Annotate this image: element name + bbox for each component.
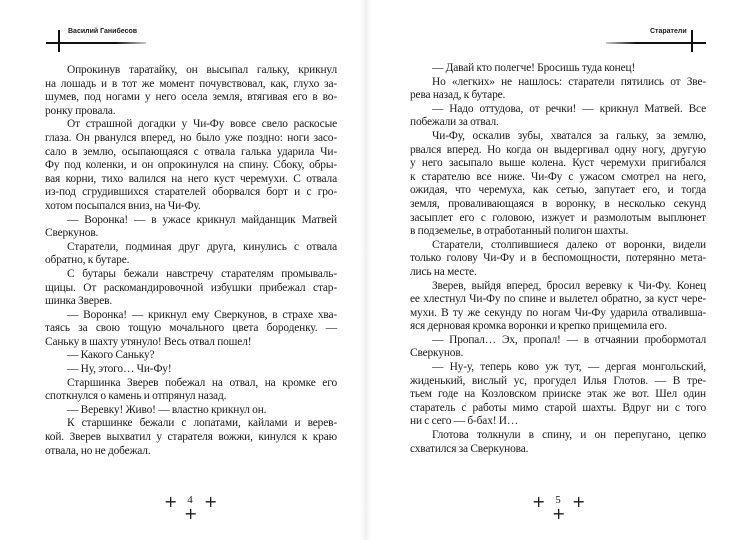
text-line: к старателю все ниже. Чи-Фу с ужасом смотрел на него, xyxy=(410,170,706,183)
text-line: из-под сгрудившихся старателей оборвался борт и с гро- xyxy=(45,186,337,199)
text-line: Чи-Фу, оскалив зубы, хватался за гальку, за землю, xyxy=(432,129,706,142)
paragraph xyxy=(45,363,337,377)
text-line: — Ну-у, теперь ково уж тут, — дергая монгольский, xyxy=(432,361,706,374)
text-line: хотом посыпался вниз, на Чи-Фу. xyxy=(45,199,201,212)
header-rule xyxy=(46,42,146,44)
text-line: Глотова толкнули в спину, и он перепугано, цепко xyxy=(432,429,706,442)
text-line: От страшной догадки у Чи-Фу вовсе свело раскосые xyxy=(67,118,337,131)
paragraph xyxy=(410,361,706,429)
paragraph xyxy=(45,268,337,309)
text-line: ронку провала. xyxy=(45,104,116,117)
star-ornament-icon: + xyxy=(532,492,546,511)
text-line: тьем годе на Козловском прииске этак же вот. Шел один xyxy=(410,388,706,401)
text-line: — Надо оттудова, от речки! — крикнул Матвей. Все xyxy=(432,102,706,115)
paragraph xyxy=(410,239,706,280)
text-line: на лошадь и в тот же момент почувствовал, как, глухо за- xyxy=(45,77,337,90)
paragraph xyxy=(45,417,337,458)
text-line: засыплет его с головою, изжует и размолотым выплюнет xyxy=(410,211,706,224)
paragraph xyxy=(410,280,706,334)
star-ornament-icon: + xyxy=(572,492,586,511)
running-head-title: Старатели xyxy=(650,28,687,35)
text-line: рева назад, к бутаре. xyxy=(410,89,506,102)
text-line: С бутары бежали навстречу старателям промываль- xyxy=(67,267,337,280)
text-line: Старатели, столпившиеся далеко от воронки, видели xyxy=(432,238,706,251)
running-head-author: Василий Ганибесов xyxy=(68,28,138,35)
text-line: — Воронка! — в ужасе крикнул майданщик Матвей xyxy=(67,213,337,226)
page-number-value: 5 xyxy=(555,494,561,506)
paragraph xyxy=(45,377,337,404)
text-line: шинка Зверев. xyxy=(45,295,113,308)
star-ornament-icon: + xyxy=(204,492,218,511)
text-line: яся дерновая кромка воронки и крепко прищемила его. xyxy=(410,320,667,333)
paragraph xyxy=(410,62,706,76)
star-ornament-icon: + xyxy=(164,492,178,511)
paragraph xyxy=(45,404,337,418)
text-line: вая корни, тихо валился на него куст черемухи. С отвала xyxy=(45,172,337,185)
text-line: Старшинка Зверев побежал на отвал, на кромке его xyxy=(67,376,337,389)
text-line: — Веревку! Живо! — властно крикнул он. xyxy=(67,403,267,416)
header-ornament xyxy=(58,30,60,52)
paragraph xyxy=(410,429,706,456)
text-line: ожидая, что черемуха, как сетью, запутает его, и тогда xyxy=(410,184,706,197)
text-line: ни с сего — б-бах! И… xyxy=(410,415,519,428)
text-line: Сверкунов. xyxy=(45,227,99,240)
page-number-value: 4 xyxy=(187,494,193,506)
text-line: ее хлестнул Чи-Фу по спине и вылетел обратно, за куст чере- xyxy=(410,293,706,306)
paragraph xyxy=(410,76,706,103)
text-line: старатель с работы мимо старой шахты. Вдруг ни с того xyxy=(410,401,706,414)
text-line: К старшинке бежали с лопатами, кайлами и верев- xyxy=(67,417,337,430)
body-text xyxy=(45,64,337,458)
paragraph xyxy=(45,64,337,118)
right-page xyxy=(366,0,733,540)
paragraph xyxy=(45,241,337,268)
text-line: таясь за свою тощую мочального цвета бороденку. — xyxy=(45,322,337,335)
page-number xyxy=(528,494,588,524)
text-line: споткнулся о камень и отпрянул назад. xyxy=(45,390,227,403)
text-line: Старатели, подминая друг друга, кинулись с отвала xyxy=(67,240,337,253)
text-line: — Давай кто полегче! Бросишь туда конец! xyxy=(432,62,636,74)
paragraph xyxy=(45,349,337,363)
text-line: лись на месте. xyxy=(410,265,477,278)
paragraph xyxy=(45,309,337,350)
header-ornament xyxy=(691,30,693,52)
star-ornament-icon: + xyxy=(184,504,198,523)
text-line: щицы. От раскомандировочной избушки прибежал стар- xyxy=(45,281,337,294)
text-line: жиденький, вислый ус, прогудел Илья Глотов. — В тре- xyxy=(410,374,706,387)
text-line: — Воронка! — крикнул ему Сверкунов, в страхе хва- xyxy=(67,308,337,321)
text-line: Но «легких» не нашлось: старатели пятились от Зве- xyxy=(432,75,706,88)
page-number xyxy=(160,494,220,524)
left-page xyxy=(0,0,366,540)
text-line: рвался вперед. Но когда он выдергивал одну ногу, другую xyxy=(410,143,706,156)
text-line: кой. Зверев выхватил у старателя вожжи, кинулся к краю xyxy=(45,431,337,444)
text-line: обратно, к бутаре. xyxy=(45,254,130,267)
star-ornament-icon: + xyxy=(552,504,566,523)
text-line: шумев, под ногами у него осела земля, втягивая его в во- xyxy=(45,91,337,104)
text-line: — Пропал… Эх, пропал! — в отчаянии пробормотал xyxy=(432,333,706,346)
text-line: отвала, но не добежал. xyxy=(45,444,151,457)
paragraph xyxy=(410,334,706,361)
text-line: сало в землю, осыпающаяся с отвала галька ударила Чи- xyxy=(45,145,337,158)
text-line: только голову Чи-Фу и в беспомощности, потерянно мета- xyxy=(410,252,706,265)
text-line: мухи. В ту же секунду по ногам Чи-Фу ударила отвалившa- xyxy=(410,306,706,319)
paragraph xyxy=(410,130,706,239)
paragraph xyxy=(45,118,337,213)
text-line: побежали за отвал. xyxy=(410,116,499,129)
text-line: Зверев, выйдя вперед, бросил веревку к Чи-Фу. Конец xyxy=(432,279,706,292)
text-line: Опрокинув таратайку, он высыпал гальку, крикнул xyxy=(67,64,337,76)
text-line: Саньку в шахту утянуло! Весь отвал пошел! xyxy=(45,335,252,348)
paragraph xyxy=(410,103,706,130)
text-line: в подземелье, в отработанный полигон шахты. xyxy=(410,225,629,238)
text-line: — Какого Саньку? xyxy=(67,349,155,362)
text-line: схватился за Сверкунова. xyxy=(410,442,529,455)
text-line: у него засыпало выше колена. Куст черемухи пригибался xyxy=(410,157,706,170)
body-text xyxy=(410,62,706,456)
paragraph xyxy=(45,214,337,241)
text-line: Сверкунов. xyxy=(410,347,464,360)
text-line: глаза. Он рванулся вперед, но было уже поздно: ноги засо- xyxy=(45,131,337,144)
text-line: — Ну, этого… Чи-Фу! xyxy=(67,363,172,376)
text-line: земля, проваливающаяся в воронку, в несколько секунд xyxy=(410,197,706,210)
text-line: Фу под коленки, и он опрокинулся на спину. Сбоку, обры- xyxy=(45,159,337,172)
